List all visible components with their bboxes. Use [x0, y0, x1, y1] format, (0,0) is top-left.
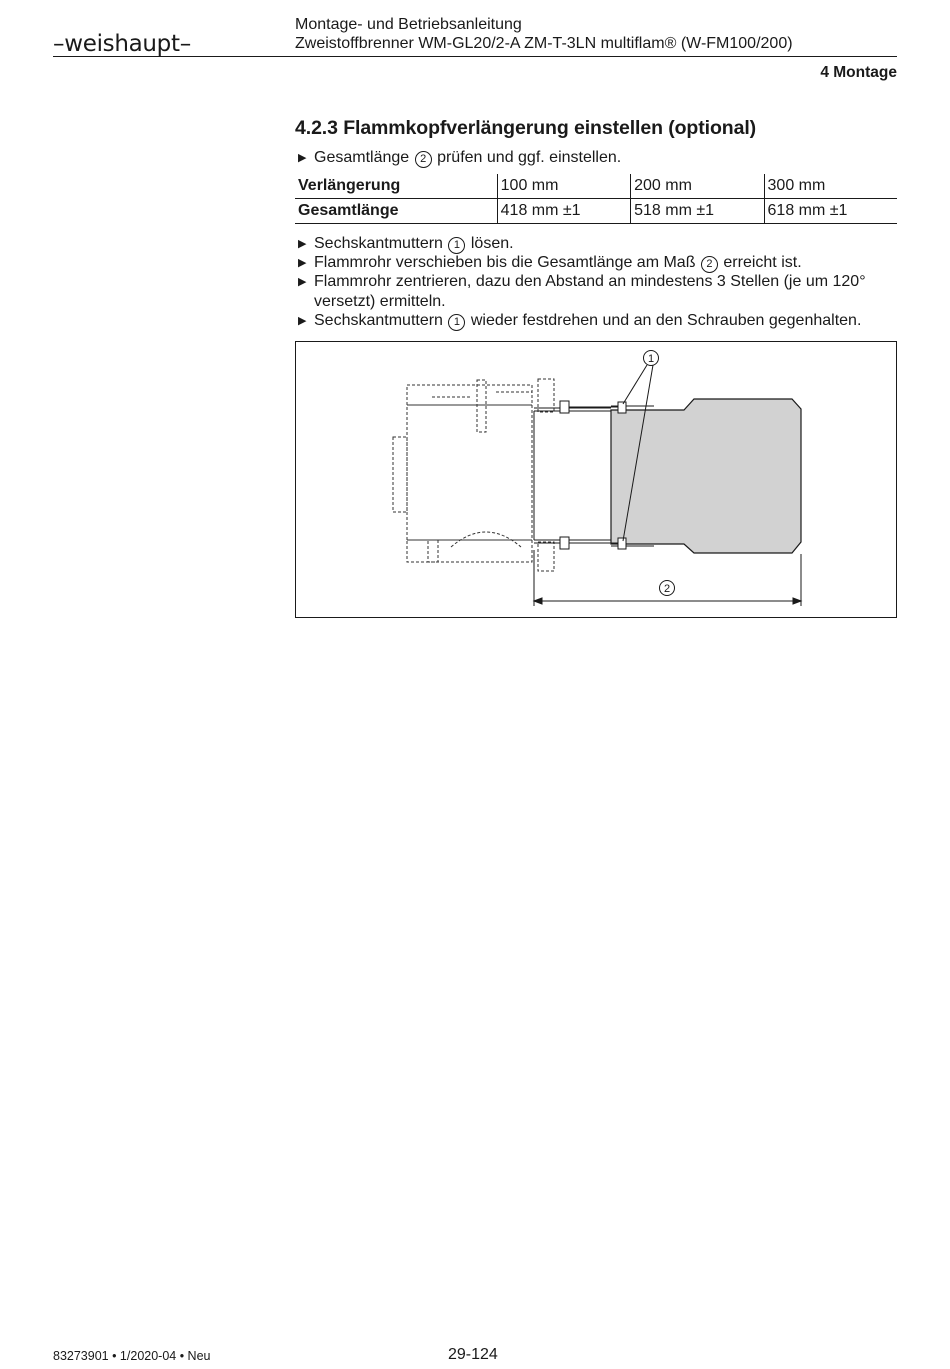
step-loosen-nuts: [298, 234, 898, 254]
step-text: Sechskantmuttern: [314, 235, 443, 252]
bullet-triangle-icon: ▶: [298, 257, 307, 269]
logo-dash-right: –: [179, 31, 191, 57]
table-cell: 300 mm: [764, 174, 897, 199]
document-title-line-2: Zweistoffbrenner WM-GL20/2-A ZM-T-3LN multiflam® (W-FM100/200): [295, 35, 793, 52]
step-move-flame-tube: [298, 253, 898, 273]
step-text: Flammrohr zentrieren, dazu den Abstand an mindestens 3 Stellen (je um 120°: [314, 273, 866, 290]
header-divider: [53, 56, 897, 57]
bullet-triangle-icon: ▶: [298, 238, 307, 250]
bullet-triangle-icon: ▶: [298, 152, 307, 164]
logo-dash-left: –: [53, 31, 65, 57]
logo-text: weishaupt: [64, 31, 180, 57]
svg-text:1: 1: [647, 353, 655, 365]
step-text: wieder festdrehen und an den Schrauben gegenhalten.: [470, 312, 862, 329]
document-title: [295, 15, 793, 53]
table-cell: 418 mm ±1: [497, 199, 630, 224]
table-cell: 618 mm ±1: [764, 199, 897, 224]
row-header: Gesamtlänge: [295, 199, 497, 224]
reference-marker: 2: [415, 151, 432, 168]
step-text-continued: versetzt) ermitteln.: [314, 293, 446, 310]
bullet-triangle-icon: ▶: [298, 315, 307, 327]
table-cell: 518 mm ±1: [631, 199, 764, 224]
step-text: Flammrohr verschieben bis die Gesamtlänge am Maß: [314, 254, 696, 271]
table-cell: 100 mm: [497, 174, 630, 199]
step-text: Gesamtlänge: [314, 149, 410, 166]
step-center-flame-tube: [298, 272, 898, 311]
document-reference: 83273901 • 1/2020-04 • Neu: [53, 1349, 211, 1363]
reference-marker: 2: [701, 256, 718, 273]
weishaupt-logo: [53, 30, 191, 58]
row-header: Verlängerung: [295, 174, 497, 199]
step-text: lösen.: [470, 235, 514, 252]
bullet-triangle-icon: ▶: [298, 276, 307, 288]
step-text: prüfen und ggf. einstellen.: [437, 149, 622, 166]
chapter-label: 4 Montage: [820, 64, 897, 81]
step-text: Sechskantmuttern: [314, 312, 443, 329]
step-text: erreicht ist.: [723, 254, 802, 271]
total-length-dimension: [534, 550, 801, 606]
existing-burner-outline: [393, 379, 554, 571]
document-title-line-1: Montage- und Betriebsanleitung: [295, 16, 522, 33]
section-title: 4.2.3 Flammkopfverlängerung einstellen (optional): [295, 117, 757, 139]
svg-text:2: 2: [663, 583, 671, 595]
page-number: 29-124: [448, 1346, 498, 1363]
extension-length-table: [295, 174, 897, 224]
step-check-length: [298, 148, 898, 168]
step-tighten-nuts: [298, 311, 898, 331]
flame-head-extension-diagram: [295, 341, 897, 618]
diagram-svg: [296, 342, 896, 617]
flame-tube: [611, 399, 801, 553]
table-cell: 200 mm: [631, 174, 764, 199]
reference-marker: 1: [448, 237, 465, 254]
table-row: [295, 199, 897, 224]
callout-2: [660, 581, 675, 596]
table-row: [295, 174, 897, 199]
reference-marker: 1: [448, 314, 465, 331]
